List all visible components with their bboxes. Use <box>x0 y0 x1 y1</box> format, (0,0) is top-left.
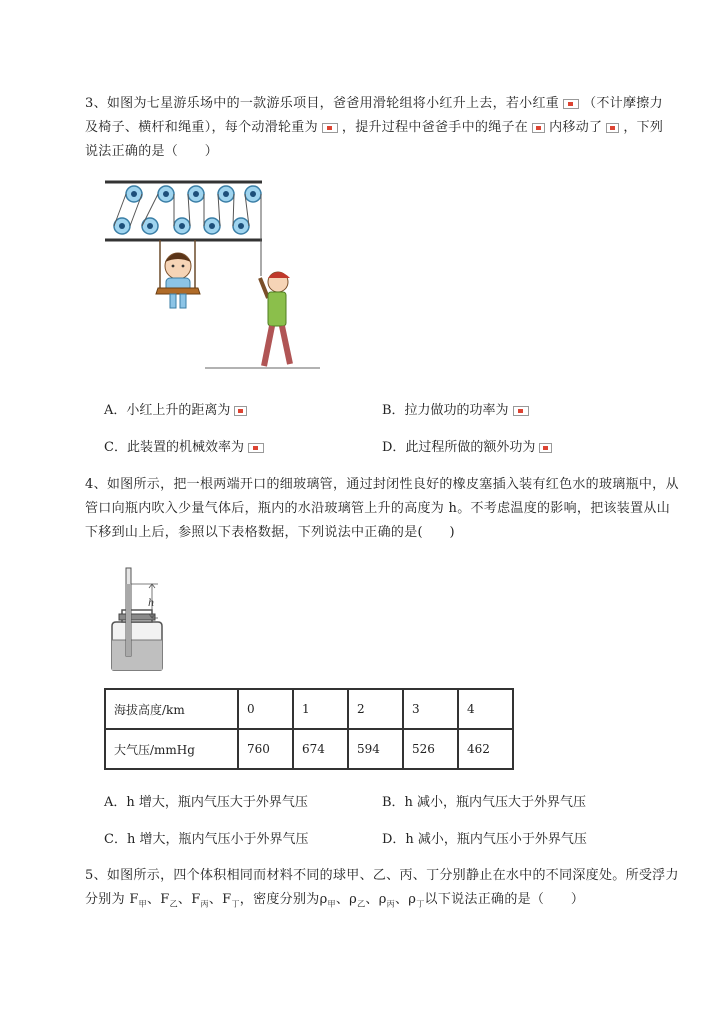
formula-placeholder-icon <box>322 123 338 133</box>
q3-option-d[interactable] <box>382 436 556 455</box>
q5-line-2 <box>85 888 584 910</box>
q3-line-3 <box>85 140 218 159</box>
formula-placeholder-icon <box>563 99 579 109</box>
table-cell: 2 <box>348 689 403 729</box>
q5-text: 、ρ <box>365 892 387 907</box>
q5-text: 分别为 F <box>85 892 139 907</box>
q3-line-1 <box>85 92 663 111</box>
q3-option-a[interactable] <box>104 399 251 418</box>
subscript: 丁 <box>416 899 425 909</box>
table-cell: 0 <box>238 689 293 729</box>
q3-text: （不计摩擦力 <box>583 96 663 111</box>
q3-text: 说法正确的是（ ） <box>85 144 219 159</box>
q5-text: 、F <box>146 892 170 907</box>
table-cell: 1 <box>293 689 348 729</box>
q5-text: 、ρ <box>394 892 417 907</box>
q5-text: 、ρ <box>335 892 358 907</box>
formula-placeholder-icon <box>248 443 264 453</box>
q4-line-2: 管口向瓶内吹入少量气体后，瓶内的水沿玻璃管上升的高度为 h。不考虑温度的影响，把该装置从山 <box>85 501 671 516</box>
q4-option-c[interactable]: C．h 增大，瓶内气压小于外界气压 <box>104 832 309 847</box>
q5-text: ，密度分别为ρ <box>239 892 328 907</box>
option-label: C．此装置的机械效率为 <box>104 440 244 455</box>
table-row <box>105 689 513 729</box>
q3-text: 3、如图为七星游乐场中的一款游乐项目，爸爸用滑轮组将小红升上去，若小红重 <box>85 96 560 111</box>
formula-placeholder-icon <box>513 406 529 416</box>
q4-option-b[interactable]: B．h 减小，瓶内气压大于外界气压 <box>382 795 587 810</box>
subscript: 甲 <box>327 899 336 909</box>
formula-placeholder-icon <box>532 123 545 133</box>
table-cell: 462 <box>458 729 513 769</box>
subscript: 丙 <box>386 899 395 909</box>
height-label: h <box>148 598 155 609</box>
subscript: 丙 <box>200 899 209 909</box>
subscript: 乙 <box>169 899 178 909</box>
formula-placeholder-icon <box>606 123 619 133</box>
subscript: 乙 <box>357 899 366 909</box>
subscript: 丁 <box>231 899 240 909</box>
option-label: A．小红上升的距离为 <box>104 403 231 418</box>
table-cell: 594 <box>348 729 403 769</box>
table-cell: 760 <box>238 729 293 769</box>
table-cell: 526 <box>403 729 458 769</box>
q5-text: 、F <box>177 892 201 907</box>
q3-option-b[interactable] <box>382 399 533 418</box>
q3-text: 及椅子、横杆和绳重），每个动滑轮重为 <box>85 120 318 135</box>
q4-line-3: 下移到山上后，参照以下表格数据，下列说法中正确的是( ) <box>85 525 455 540</box>
q5-line-1: 5、如图所示，四个体积相同而材料不同的球甲、乙、丙、丁分别静止在水中的不同深度处。所受浮力 <box>85 868 679 883</box>
table-cell: 4 <box>458 689 513 729</box>
subscript: 甲 <box>138 899 147 909</box>
table-cell: 674 <box>293 729 348 769</box>
q3-text: ，下列 <box>623 120 664 135</box>
formula-placeholder-icon <box>539 443 552 453</box>
q3-text: ，提升过程中爸爸手中的绳子在 <box>341 120 529 135</box>
q5-text: 、F <box>208 892 232 907</box>
q4-line-1: 4、如图所示，把一根两端开口的细玻璃管，通过封闭性良好的橡皮塞插入装有红色水的玻璃瓶中，从 <box>85 477 679 492</box>
table-cell: 3 <box>403 689 458 729</box>
bottle-figure <box>102 566 172 674</box>
option-label: B．拉力做功的功率为 <box>382 403 509 418</box>
option-label: D．此过程所做的额外功为 <box>382 440 536 455</box>
q5-text: 以下说法正确的是（ ） <box>424 892 585 907</box>
q3-text: 内移动了 <box>549 120 603 135</box>
q3-option-c[interactable] <box>104 436 268 455</box>
table-cell: 大气压/mmHg <box>105 729 238 769</box>
table-cell: 海拔高度/km <box>105 689 238 729</box>
q4-option-a[interactable]: A．h 增大，瓶内气压大于外界气压 <box>104 795 308 810</box>
formula-placeholder-icon <box>234 406 247 416</box>
q4-option-d[interactable]: D．h 减小，瓶内气压小于外界气压 <box>382 832 587 847</box>
pulley-figure <box>100 178 330 373</box>
table-row <box>105 729 513 769</box>
altitude-pressure-table <box>104 688 514 770</box>
q3-line-2 <box>85 116 663 135</box>
